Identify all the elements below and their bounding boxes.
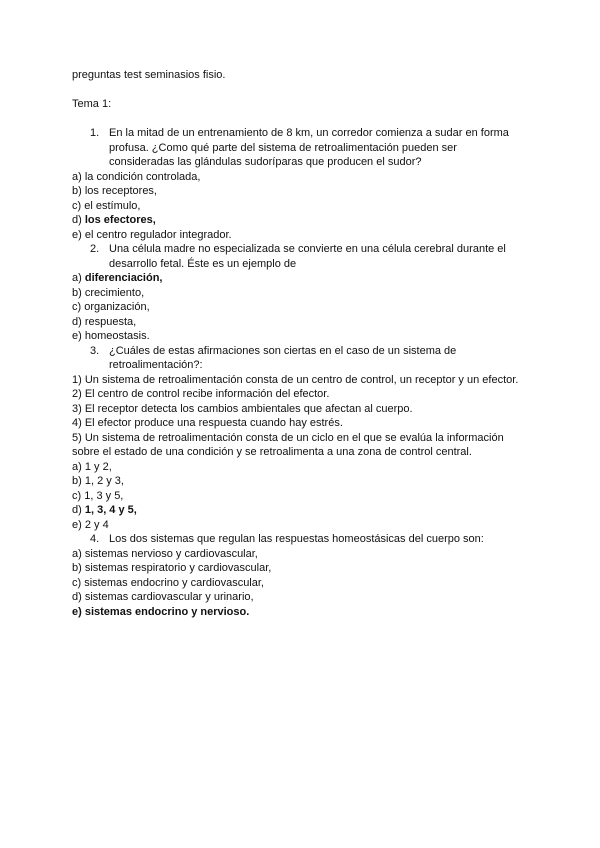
option-a-answer: a) diferenciación, xyxy=(72,272,163,284)
question-3 xyxy=(90,344,528,373)
option-d: d) respuesta, xyxy=(72,315,137,328)
option-e: e) homeostasis. xyxy=(72,330,150,342)
document-page xyxy=(72,68,528,619)
question-text-line: profusa. ¿Como qué parte del sistema de retroalimentación pueden ser xyxy=(109,141,457,154)
question-2 xyxy=(90,242,528,271)
question-1 xyxy=(90,126,528,170)
option-c: c) organización, xyxy=(72,301,150,313)
question-text xyxy=(109,242,528,271)
option-b: b) 1, 2 y 3, xyxy=(72,475,124,487)
question-text-line: desarrollo fetal. Éste es un ejemplo de xyxy=(109,257,297,270)
section-heading: Tema 1: xyxy=(72,98,112,110)
question-4 xyxy=(90,532,528,547)
option-d: d) sistemas cardiovascular y urinario, xyxy=(72,591,254,603)
question-number: 4. xyxy=(90,533,100,545)
option-b: b) los receptores, xyxy=(72,185,157,197)
document-title: preguntas test seminasios fisio. xyxy=(72,69,226,81)
option-e: e) 2 y 4 xyxy=(72,518,109,531)
spacer xyxy=(72,83,528,98)
question-text xyxy=(109,344,528,373)
statement-5: 5) Un sistema de retroalimentación consta de un ciclo en el que se evalúa la información xyxy=(72,431,504,444)
statement-3: 3) El receptor detecta los cambios ambientales que afectan al cuerpo. xyxy=(72,402,413,415)
question-number: 1. xyxy=(90,127,100,139)
option-a: a) 1 y 2, xyxy=(72,460,112,473)
question-text-line: ¿Cuáles de estas afirmaciones son ciertas en el caso de un sistema de xyxy=(109,344,457,357)
option-b: b) sistemas respiratorio y cardiovascular, xyxy=(72,562,272,574)
statement-4: 4) El efector produce una respuesta cuando hay estrés. xyxy=(72,417,343,429)
option-e-answer: e) sistemas endocrino y nervioso. xyxy=(72,605,250,618)
option-c: c) el estímulo, xyxy=(72,199,141,212)
option-d-answer: d) los efectores, xyxy=(72,214,156,226)
question-text-line: En la mitad de un entrenamiento de 8 km, un corredor comienza a sudar en forma xyxy=(109,127,509,139)
statement-1: 1) Un sistema de retroalimentación consta de un centro de control, un receptor y un efector. xyxy=(72,373,519,386)
option-d-answer: d) 1, 3, 4 y 5, xyxy=(72,504,137,516)
question-text xyxy=(109,532,528,547)
option-b: b) crecimiento, xyxy=(72,286,145,299)
question-number: 2. xyxy=(90,243,100,255)
option-c: c) sistemas endocrino y cardiovascular, xyxy=(72,576,264,589)
statement-2: 2) El centro de control recibe información del efector. xyxy=(72,388,330,400)
option-a: a) la condición controlada, xyxy=(72,170,201,183)
option-a: a) sistemas nervioso y cardiovascular, xyxy=(72,547,258,560)
option-c: c) 1, 3 y 5, xyxy=(72,489,124,502)
question-text-line: consideradas las glándulas sudoríparas que producen el sudor? xyxy=(109,156,422,168)
option-e: e) el centro regulador integrador. xyxy=(72,228,232,241)
question-text-line: retroalimentación?: xyxy=(109,359,203,371)
question-number: 3. xyxy=(90,344,100,357)
spacer xyxy=(72,112,528,127)
question-text xyxy=(109,126,528,170)
statement-5-continued: sobre el estado de una condición y se retroalimenta a una zona de control central. xyxy=(72,446,472,458)
question-text-line: Una célula madre no especializada se convierte en una célula cerebral durante el xyxy=(109,243,506,255)
question-text-line: Los dos sistemas que regulan las respuestas homeostásicas del cuerpo son: xyxy=(109,533,484,545)
